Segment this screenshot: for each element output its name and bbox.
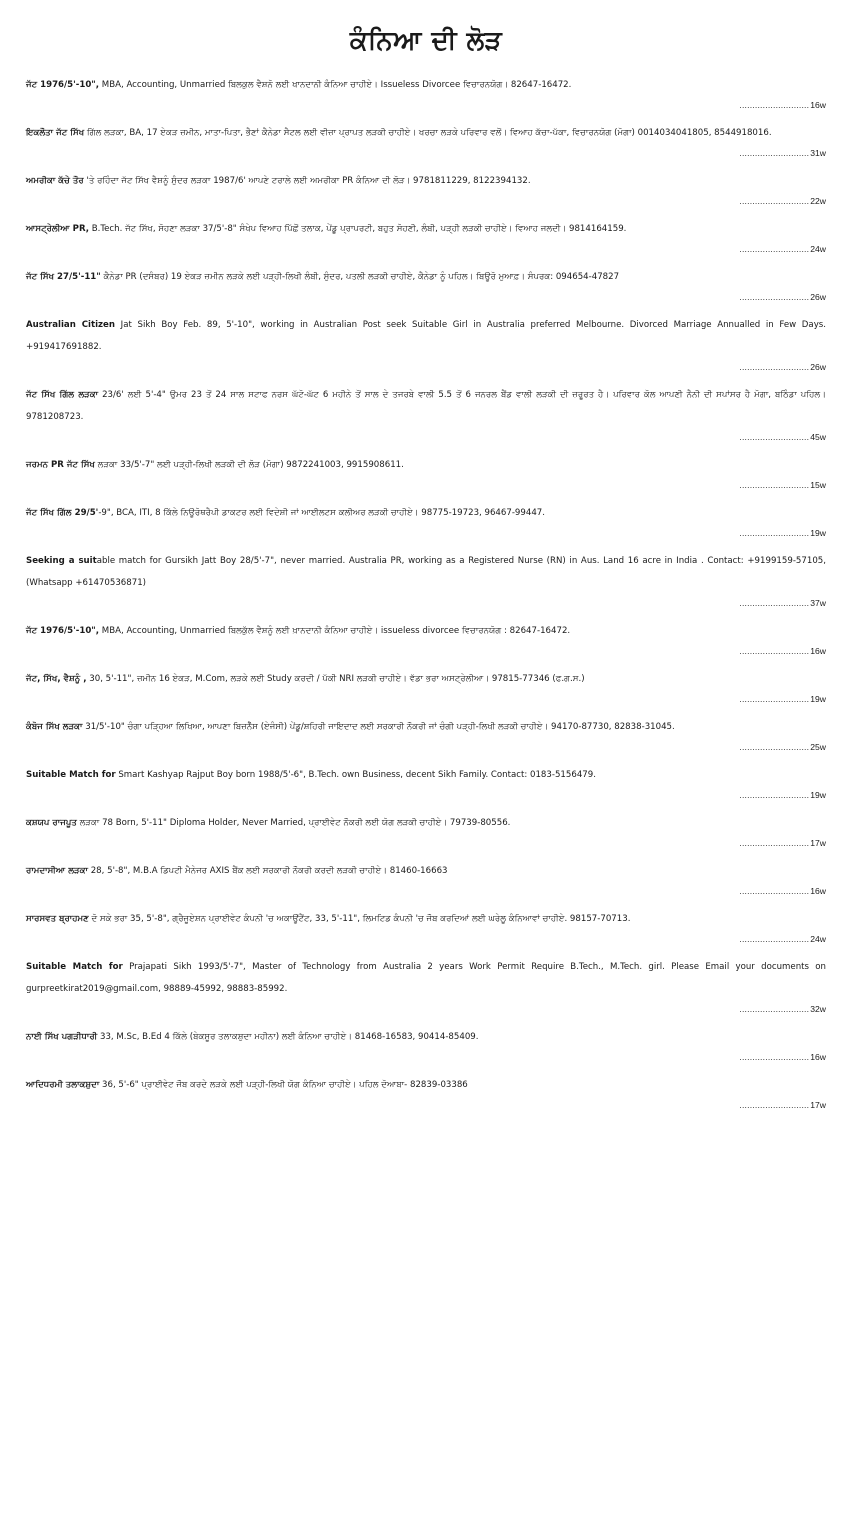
ad-code-line	[26, 834, 826, 852]
ad-body	[26, 812, 826, 834]
ad-body	[26, 620, 826, 642]
ad-text: -9", BCA, ITI, 8 ਕਿੱਲੇ ਨਿਊਰੋਥਰੈਪੀ ਡਾਕਟਰ ਲਈ ਵਿਦੇਸ਼ੀ ਜਾਂ ਆਈਲਟਸ ਕਲੀਅਰ ਲੜਕੀ ਚਾਹੀਏ। 98775-19723, 96467-99447.	[98, 508, 546, 518]
page-title: ਕੰਨਿਆ ਦੀ ਲੋੜ	[349, 26, 503, 56]
ad-text: Prajapati Sikh 1993/5'-7", Master of Technology from Australia 2 years Work Permit Require B.Tech., M.Tech. girl. Please Email your documents on gurpreetkirat2019@gmail.com, 98889-45992, 98883-85992.	[26, 962, 826, 994]
ad-code: 19w	[810, 790, 826, 800]
ad-lead: ਜੱਟ 1976/5'-10",	[26, 80, 100, 90]
ad-lead: Seeking a suit	[26, 556, 97, 566]
classified-ad	[26, 384, 826, 446]
ad-leader-dots: ...........................	[739, 148, 810, 158]
ad-lead: ਕਸ਼ਯਪ ਰਾਜਪੂਤ	[26, 818, 77, 828]
ad-text: MBA, Accounting, Unmarried ਬਿਲਕੁਲ ਵੈਸ਼ਨੋ ਲਈ ਖਾਨਦਾਨੀ ਕੰਨਿਆ ਚਾਹੀਏ। Issueless Divorcee ਵਿਚਾਰਨਯੋਗ। 82647-16472.	[99, 80, 572, 90]
ad-code-line	[26, 786, 826, 804]
ad-code: 25w	[810, 742, 826, 752]
ad-code-line	[26, 882, 826, 900]
ad-text: 30, 5'-11", ਜ਼ਮੀਨ 16 ਏਕੜ, M.Com, ਲੜਕੇ ਲਈ Study ਕਰਦੀ / ਪੱਕੀ NRI ਲੜਕੀ ਚਾਹੀਏ। ਵੱਡਾ ਭਰਾ ਅਸਟ੍ਰੇਲੀਆ। 97815-77346 (ਫ.ਗ.ਸ.)	[86, 674, 585, 684]
classified-ad	[26, 218, 826, 258]
classified-ad	[26, 74, 826, 114]
ad-text: ਗਿੱਲ ਲੜਕਾ, BA, 17 ਏਕੜ ਜ਼ਮੀਨ, ਮਾਤਾ-ਪਿਤਾ, ਭੈਣਾਂ ਕੈਨੇਡਾ ਸੈਟਲ ਲਈ ਵੀਜ਼ਾ ਪ੍ਰਾਪਤ ਲੜਕੀ ਚਾਹੀਏ। ਖਰਚਾ ਲੜਕੇ ਪਰਿਵਾਰ ਵਲੋਂ। ਵਿਆਹ ਕੱਚਾ-ਪੱਕਾ, ਵਿਚਾਰਨਯੋਗ (ਮੋਗਾ) 0014034041805, 8544918016.	[84, 128, 772, 138]
ad-leader-dots: ...........................	[739, 1052, 810, 1062]
ad-lead: Australian Citizen	[26, 320, 116, 330]
ad-leader-dots: ...........................	[739, 100, 810, 110]
classified-ad	[26, 1074, 826, 1114]
ad-leader-dots: ...........................	[739, 1100, 810, 1110]
ad-lead: ਜੱਟ, ਸਿੱਖ, ਵੈਸ਼ਨੂੰ ,	[26, 674, 87, 684]
ad-code: 15w	[810, 480, 826, 490]
ad-lead: ਜੱਟ ਸਿੱਖ 27/5'-11"	[26, 272, 101, 282]
ad-code: 31w	[810, 148, 826, 158]
ad-lead: Suitable Match for	[26, 962, 123, 972]
ad-body	[26, 860, 826, 882]
ad-leader-dots: ...........................	[739, 432, 810, 442]
ad-code-line	[26, 144, 826, 162]
ad-text: 33, M.Sc, B.Ed 4 ਕਿੱਲੇ (ਬੇਕਸੂਰ ਤਲਾਕਸ਼ੁਦਾ ਮਹੀਨਾ) ਲਈ ਕੰਨਿਆ ਚਾਹੀਏ। 81468-16583, 90414-85409.	[97, 1032, 479, 1042]
ad-leader-dots: ...........................	[739, 838, 810, 848]
ad-code-line	[26, 288, 826, 306]
classified-ad	[26, 668, 826, 708]
ad-text: Jat Sikh Boy Feb. 89, 5'-10", working in Australian Post seek Suitable Girl in Australia preferred Melbourne. Divorced Marriage Annualled in Few Days. +919417691882.	[26, 320, 826, 352]
ad-text: ਲੜਕਾ 33/5'-7" ਲਈ ਪੜ੍ਹੀ-ਲਿਖੀ ਲੜਕੀ ਦੀ ਲੋੜ (ਮੋਗਾ) 9872241003, 9915908611.	[94, 460, 404, 470]
ad-text: 'ਤੇ ਰਹਿੰਦਾ ਜੱਟ ਸਿੱਖ ਵੈਸ਼ਨੂੰ ਸੁੰਦਰ ਲੜਕਾ 1987/6' ਆਪਣੇ ਟਰਾਲੇ ਲਈ ਅਮਰੀਕਾ PR ਕੰਨਿਆ ਦੀ ਲੋੜ। 9781811229, 8122394132.	[83, 176, 531, 186]
ad-lead: ਰਾਮਦਾਸੀਆ ਲੜਕਾ	[26, 866, 88, 876]
classified-ad	[26, 812, 826, 852]
ad-code-line	[26, 428, 826, 446]
ad-lead: ਇਕਲੌਤਾ ਜੱਟ ਸਿੱਖ	[26, 128, 85, 138]
ad-leader-dots: ...........................	[739, 292, 810, 302]
ad-body	[26, 384, 826, 428]
ad-code-line	[26, 1048, 826, 1066]
ad-lead: ਸਾਰਸਵਤ ਬ੍ਰਾਹਮਣ	[26, 914, 89, 924]
ad-code: 37w	[810, 598, 826, 608]
ad-lead: ਜਰਮਨ PR ਜੱਟ ਸਿੱਖ	[26, 460, 95, 470]
ad-body	[26, 668, 826, 690]
ad-code-line	[26, 594, 826, 612]
ad-body	[26, 716, 826, 738]
ad-text: able match for Gursikh Jatt Boy 28/5'-7", never married. Australia PR, working as a Registered Nurse (RN) in Aus. Land 16 acre in India . Contact: +9199159-57105, (Whatsapp +61470536871)	[26, 556, 826, 588]
ad-code-line	[26, 96, 826, 114]
ad-code: 16w	[810, 646, 826, 656]
ad-code: 19w	[810, 528, 826, 538]
ad-text: B.Tech. ਜੱਟ ਸਿੱਖ, ਸੋਹਣਾ ਲੜਕਾ 37/5'-8" ਸੰਖੇਪ ਵਿਆਹ ਪਿੱਛੋਂ ਤਲਾਕ, ਪੇਂਡੂ ਪ੍ਰਾਪਰਟੀ, ਬਹੁਤ ਸੋਹਣੀ, ਲੰਬੀ, ਪੜ੍ਹੀ ਲੜਕੀ ਚਾਹੀਏ। ਵਿਆਹ ਜਲਦੀ। 9814164159.	[89, 224, 627, 234]
ad-leader-dots: ...........................	[739, 598, 810, 608]
classified-ad	[26, 314, 826, 376]
ad-text: Smart Kashyap Rajput Boy born 1988/5'-6", B.Tech. own Business, decent Sikh Family. Contact: 0183-5156479.	[115, 770, 596, 780]
ad-code-line	[26, 930, 826, 948]
ad-text: 23/6' ਲਈ 5'-4" ਉਮਰ 23 ਤੋਂ 24 ਸਾਲ ਸਟਾਫ ਨਰਸ ਘੱਟੋ-ਘੱਟ 6 ਮਹੀਨੇ ਤੋਂ ਸਾਲ ਦੇ ਤਜਰਬੇ ਵਾਲੀ 5.5 ਤੋਂ 6 ਜਨਰਲ ਬੈਂਡ ਵਾਲੀ ਲੜਕੀ ਦੀ ਜ਼ਰੂਰਤ ਹੈ। ਪਰਿਵਾਰ ਕੋਲ ਆਪਣੀ ਨੈਨੀ ਦੀ ਸਪਾਂਸਰ ਹੈ ਮੋਗਾ, ਬਠਿੰਡਾ ਪਹਿਲ। 9781208723.	[26, 390, 826, 422]
ad-code-line	[26, 642, 826, 660]
ad-code-line	[26, 192, 826, 210]
ad-lead: ਆਸਟ੍ਰੇਲੀਆ PR,	[26, 224, 89, 234]
ad-code-line	[26, 358, 826, 376]
ad-body	[26, 550, 826, 594]
ad-leader-dots: ...........................	[739, 694, 810, 704]
ad-lead: ਜੱਟ ਸਿੱਖ ਗਿੱਲ 29/5'	[26, 508, 99, 518]
ad-body	[26, 170, 826, 192]
ad-body	[26, 454, 826, 476]
ad-body	[26, 122, 826, 144]
ad-text: ਦੋ ਸਕੇ ਭਰਾ 35, 5'-8", ਗ੍ਰੈਜੂਏਸ਼ਨ ਪ੍ਰਾਈਵੇਟ ਕੰਪਨੀ 'ਚ ਅਕਾਊਂਟੈਂਟ, 33, 5'-11", ਲਿਮਟਿਡ ਕੰਪਨੀ 'ਚ ਜੌਬ ਕਰਦਿਆਂ ਲਈ ਘਰੇਲੂ ਕੰਨਿਆਵਾਂ ਚਾਹੀਏ. 98157-70713.	[88, 914, 631, 924]
classified-ad	[26, 550, 826, 612]
ad-leader-dots: ...........................	[739, 886, 810, 896]
ad-code: 24w	[810, 244, 826, 254]
ad-leader-dots: ...........................	[739, 742, 810, 752]
ad-leader-dots: ...........................	[739, 646, 810, 656]
ad-leader-dots: ...........................	[739, 1004, 810, 1014]
classified-ad	[26, 122, 826, 162]
ad-code-line	[26, 738, 826, 756]
classified-ad	[26, 170, 826, 210]
ad-code: 19w	[810, 694, 826, 704]
classified-ad	[26, 1026, 826, 1066]
ad-code-line	[26, 1096, 826, 1114]
ad-lead: ਅਮਰੀਕਾ ਕੱਚੇ ਤੌਰ	[26, 176, 84, 186]
ad-code: 26w	[810, 292, 826, 302]
ad-text: 36, 5'-6" ਪ੍ਰਾਈਵੇਟ ਜੌਬ ਕਰਦੇ ਲੜਕੇ ਲਈ ਪੜ੍ਹੀ-ਲਿਖੀ ਯੋਗ ਕੰਨਿਆ ਚਾਹੀਏ। ਪਹਿਲ ਦੋਆਬਾ- 82839-03386	[99, 1080, 468, 1090]
ad-code: 17w	[810, 1100, 826, 1110]
ad-body	[26, 908, 826, 930]
ad-body	[26, 1026, 826, 1048]
ad-leader-dots: ...........................	[739, 790, 810, 800]
ad-lead: ਆਦਿਧਰਮੀ ਤਲਾਕਸ਼ੁਦਾ	[26, 1080, 100, 1090]
ad-code-line	[26, 524, 826, 542]
ad-text: ਕੈਨੇਡਾ PR (ਦਸੰਬਰ) 19 ਏਕੜ ਜ਼ਮੀਨ ਲੜਕੇ ਲਈ ਪੜ੍ਹੀ-ਲਿਖੀ ਲੰਬੀ, ਸੁੰਦਰ, ਪਤਲੀ ਲੜਕੀ ਚਾਹੀਏ, ਕੈਨੇਡਾ ਨੂੰ ਪਹਿਲ। ਬਿਊਰੋ ਮੁਆਫ਼। ਸੰਪਰਕ: 094654-47827	[100, 272, 620, 282]
ad-leader-dots: ...........................	[739, 528, 810, 538]
ad-body	[26, 218, 826, 240]
ad-code: 17w	[810, 838, 826, 848]
ad-body	[26, 1074, 826, 1096]
ad-code-line	[26, 690, 826, 708]
ads-list	[26, 74, 826, 1114]
ad-lead: ਜੱਟ ਸਿੱਖ ਗਿੱਲ ਲੜਕਾ	[26, 390, 99, 400]
classified-ad	[26, 908, 826, 948]
ad-body	[26, 764, 826, 786]
ad-leader-dots: ...........................	[739, 480, 810, 490]
ad-code: 26w	[810, 362, 826, 372]
ad-code: 45w	[810, 432, 826, 442]
ad-body	[26, 956, 826, 1000]
ad-code: 16w	[810, 886, 826, 896]
classified-ad	[26, 620, 826, 660]
classified-ad	[26, 266, 826, 306]
ad-body	[26, 314, 826, 358]
ad-leader-dots: ...........................	[739, 934, 810, 944]
ad-lead: Suitable Match for	[26, 770, 116, 780]
ad-leader-dots: ...........................	[739, 362, 810, 372]
ad-code: 22w	[810, 196, 826, 206]
ad-code: 16w	[810, 1052, 826, 1062]
ad-text: ਲੜਕਾ 78 Born, 5'-11" Diploma Holder, Never Married, ਪ੍ਰਾਈਵੇਟ ਨੌਕਰੀ ਲਈ ਯੋਗ ਲੜਕੀ ਚਾਹੀਏ। 79739-80556.	[76, 818, 511, 828]
ad-code: 24w	[810, 934, 826, 944]
ad-code: 32w	[810, 1004, 826, 1014]
classified-ad	[26, 454, 826, 494]
classified-ad	[26, 764, 826, 804]
ad-body	[26, 502, 826, 524]
ad-code: 16w	[810, 100, 826, 110]
ad-lead: ਨਾਈ ਸਿੱਖ ਪਗੜੀਧਾਰੀ	[26, 1032, 98, 1042]
classified-ad	[26, 956, 826, 1018]
ad-body	[26, 266, 826, 288]
ad-text: 28, 5'-8", M.B.A ਡਿਪਟੀ ਮੈਨੇਜਰ AXIS ਬੈਂਕ ਲਈ ਸਰਕਾਰੀ ਨੌਕਰੀ ਕਰਦੀ ਲੜਕੀ ਚਾਹੀਏ। 81460-16663	[87, 866, 448, 876]
ad-leader-dots: ...........................	[739, 244, 810, 254]
classified-ad	[26, 502, 826, 542]
classified-ad	[26, 716, 826, 756]
ad-lead: ਜੱਟ 1976/5'-10",	[26, 626, 100, 636]
ad-text: MBA, Accounting, Unmarried ਬਿਲਕੁੱਲ ਵੈਸ਼ਨੂੰ ਲਈ ਖ਼ਾਨਦਾਨੀ ਕੰਨਿਆ ਚਾਹੀਏ। issueless divorcee ਵਿਚਾਰਨਯੋਗ : 82647-16472.	[99, 626, 571, 636]
ad-code-line	[26, 1000, 826, 1018]
ad-code-line	[26, 476, 826, 494]
ad-body	[26, 74, 826, 96]
ad-lead: ਕੰਬੋਜ ਸਿੱਖ ਲੜਕਾ	[26, 722, 83, 732]
ad-code-line	[26, 240, 826, 258]
ad-leader-dots: ...........................	[739, 196, 810, 206]
ad-text: 31/5'-10" ਚੰਗਾ ਪੜ੍ਹਿਆ ਲਿਖਿਆ, ਆਪਣਾ ਬਿਜ਼ਨੈੱਸ (ਏਜੰਸੀ) ਪੇਂਡੂ/ਸ਼ਹਿਰੀ ਜਾਇਦਾਦ ਲਈ ਸਰਕਾਰੀ ਨੌਕਰੀ ਜਾਂ ਚੰਗੀ ਪੜ੍ਹੀ-ਲਿਖੀ ਲੜਕੀ ਚਾਹੀਏ। 94170-87730, 82838-31045.	[82, 722, 675, 732]
classified-ad	[26, 860, 826, 900]
